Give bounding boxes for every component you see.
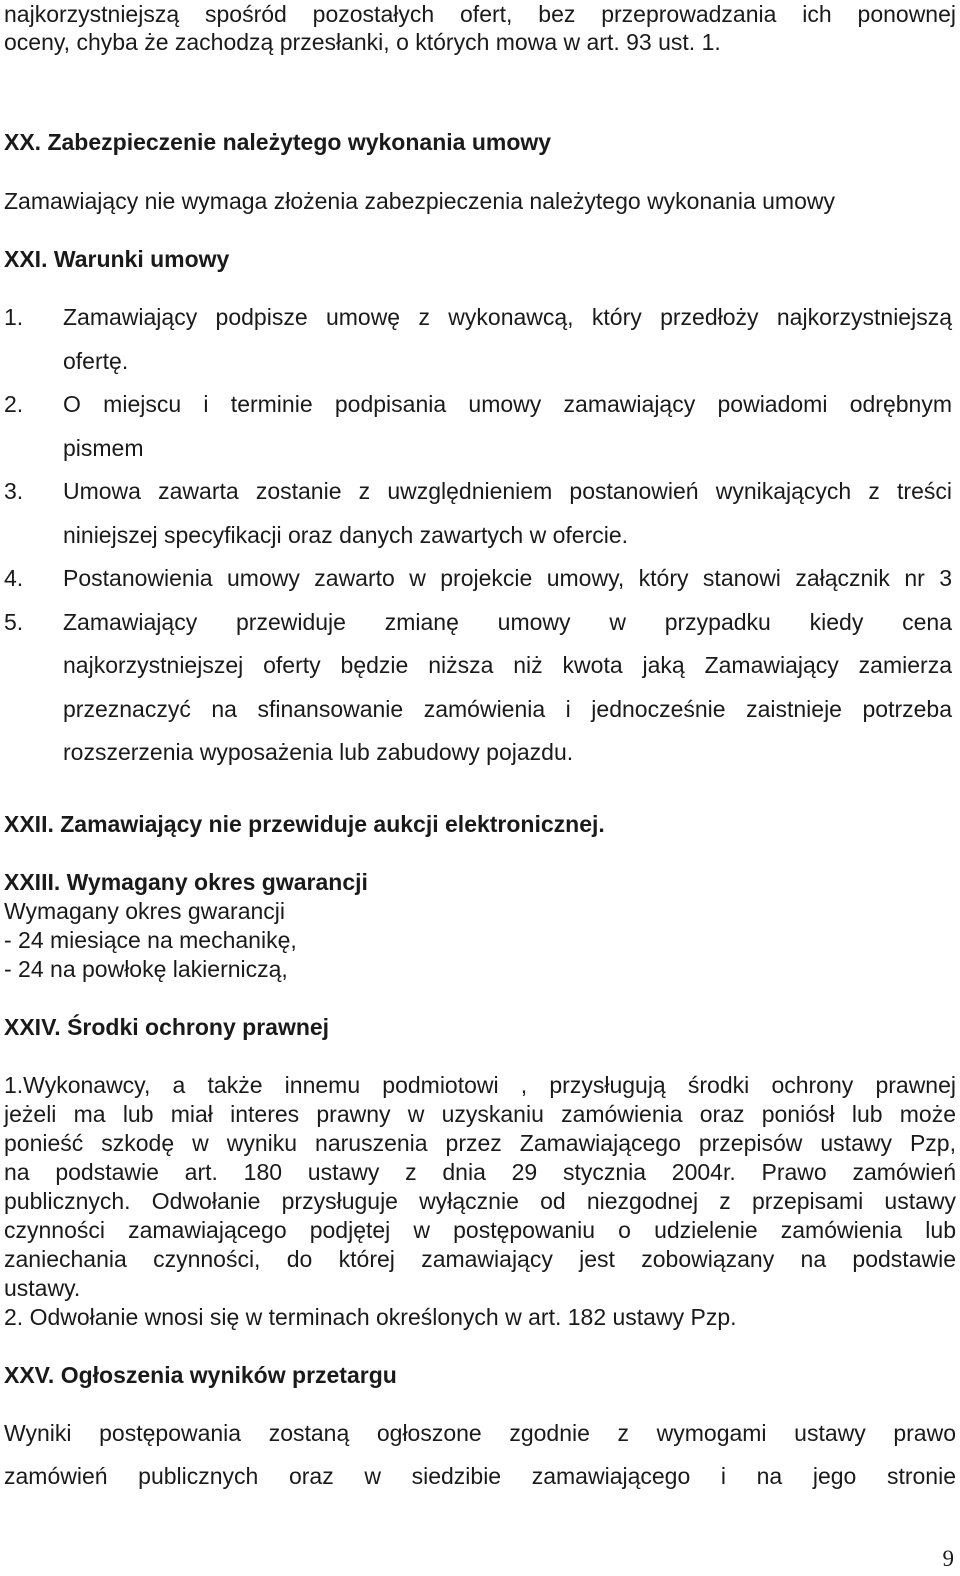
section-xxii-heading: XXII. Zamawiający nie przewiduje aukcji elektronicznej. bbox=[4, 811, 605, 837]
list-item-number: 3. bbox=[4, 478, 24, 504]
section-xx-text: Zamawiający nie wymaga złożenia zabezpieczenia należytego wykonania umowy bbox=[4, 188, 835, 214]
list-item-number: 4. bbox=[4, 565, 24, 591]
list-item-line: przeznaczyć na sfinansowanie zamówienia i jednocześnie zaistnieje potrzeba bbox=[63, 696, 952, 722]
legal-line-2: jeżeli ma lub miał interes prawny w uzyskaniu zamówienia oraz poniósł lub może bbox=[4, 1101, 956, 1127]
page-number: 9 bbox=[942, 1546, 954, 1571]
list-item-line: O miejscu i terminie podpisania umowy zamawiający powiadomi odrębnym bbox=[63, 391, 952, 417]
intro-line-2: oceny, chyba że zachodzą przesłanki, o których mowa w art. 93 ust. 1. bbox=[4, 29, 721, 55]
warranty-paint: - 24 na powłokę lakierniczą, bbox=[4, 956, 288, 982]
intro-line-1: najkorzystniejszą spośród pozostałych ofert, bez przeprowadzania ich ponownej bbox=[4, 1, 956, 27]
results-line-2: zamówień publicznych oraz w siedzibie zamawiającego i na jego stronie bbox=[4, 1463, 956, 1489]
section-xx-heading: XX. Zabezpieczenie należytego wykonania umowy bbox=[4, 129, 552, 155]
legal-paragraph-2: 2. Odwołanie wnosi się w terminach określonych w art. 182 ustawy Pzp. bbox=[4, 1304, 737, 1330]
list-item-line: rozszerzenia wyposażenia lub zabudowy pojazdu. bbox=[63, 739, 574, 765]
legal-line-3: ponieść szkodę w wyniku naruszenia przez Zamawiającego przepisów ustawy Pzp, bbox=[4, 1130, 956, 1156]
legal-line-4: na podstawie art. 180 ustawy z dnia 29 stycznia 2004r. Prawo zamówień bbox=[4, 1159, 956, 1185]
legal-line-7: zaniechania czynności, do której zamawiający jest zobowiązany na podstawie bbox=[4, 1246, 956, 1272]
legal-line-5: publicznych. Odwołanie przysługuje wyłącznie od niezgodnej z przepisami ustawy bbox=[4, 1188, 956, 1214]
section-xxv-heading: XXV. Ogłoszenia wyników przetargu bbox=[4, 1362, 397, 1388]
section-xxiii-heading: XXIII. Wymagany okres gwarancji bbox=[4, 869, 368, 895]
list-item-number: 1. bbox=[4, 304, 24, 330]
list-item-line: Umowa zawarta zostanie z uwzględnieniem postanowień wynikających z treści bbox=[63, 478, 952, 504]
section-xxi-heading: XXI. Warunki umowy bbox=[4, 246, 230, 272]
legal-line-1: 1.Wykonawcy, a także innemu podmiotowi , przysługują środki ochrony prawnej bbox=[4, 1072, 956, 1098]
list-item-line: Zamawiający przewiduje zmianę umowy w przypadku kiedy cena bbox=[63, 609, 952, 635]
list-item-line: Zamawiający podpisze umowę z wykonawcą, który przedłoży najkorzystniejszą bbox=[63, 304, 952, 330]
list-item-line: Postanowienia umowy zawarto w projekcie umowy, który stanowi załącznik nr 3 bbox=[63, 565, 952, 591]
list-item-line: niniejszej specyfikacji oraz danych zawartych w ofercie. bbox=[63, 522, 629, 548]
warranty-mechanics: - 24 miesiące na mechanikę, bbox=[4, 927, 297, 953]
list-item-line: pismem bbox=[63, 435, 144, 461]
list-item-line: ofertę. bbox=[63, 348, 129, 374]
list-item-number: 2. bbox=[4, 391, 24, 417]
legal-line-8: ustawy. bbox=[4, 1275, 81, 1301]
list-item-number: 5. bbox=[4, 609, 24, 635]
results-line-1: Wyniki postępowania zostaną ogłoszone zgodnie z wymogami ustawy prawo bbox=[4, 1420, 956, 1446]
legal-line-6: czynności zamawiającego podjętej w postępowaniu o udzielenie zamówienia lub bbox=[4, 1217, 956, 1243]
list-item-line: najkorzystniejszej oferty będzie niższa niż kwota jaką Zamawiający zamierza bbox=[63, 652, 952, 678]
section-xxiv-heading: XXIV. Środki ochrony prawnej bbox=[4, 1014, 330, 1040]
warranty-intro: Wymagany okres gwarancji bbox=[4, 898, 286, 924]
